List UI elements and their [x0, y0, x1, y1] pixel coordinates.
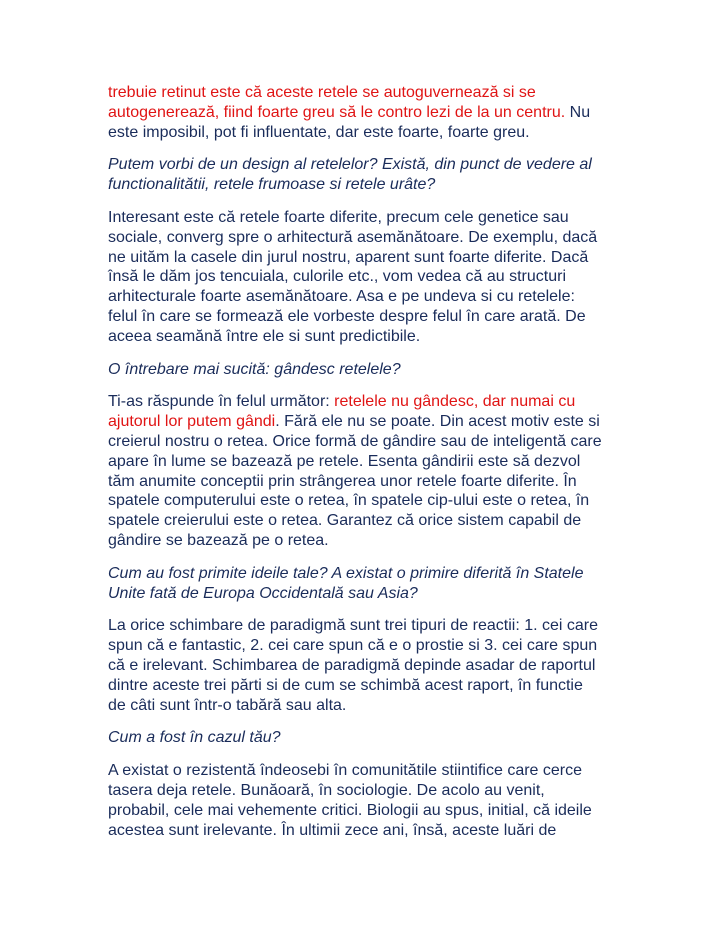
text-line: [108, 248, 623, 268]
text-line: [108, 83, 623, 103]
text-line: [108, 123, 623, 143]
body-text: gândire se bazează pe o retea.: [108, 531, 329, 549]
highlighted-text: trebuie retinut este că aceste retele se autoguvernează si se: [108, 84, 536, 101]
text-line: [108, 452, 623, 472]
body-text: La orice schimbare de paradigmă sunt trei tipuri de reactii: 1. cei care: [108, 617, 599, 635]
body-text: probabil, cele mai vehemente critici. Biologii au spus, initial, că ideile: [108, 801, 592, 819]
text-line: [108, 155, 623, 175]
text-line: [108, 287, 623, 307]
text-line: [108, 472, 623, 492]
body-text: Ti-as răspunde în felul următor:: [108, 393, 335, 411]
highlighted-text: ajutorul lor putem gândi: [108, 413, 276, 431]
text-line: [108, 728, 623, 748]
interview-answer: [108, 616, 623, 715]
text-line: [108, 432, 623, 452]
text-line: [108, 307, 623, 327]
text-line: [108, 821, 623, 841]
body-text: spatele creierului este o retea. Garantez că orice sistem capabil de: [108, 512, 582, 530]
interview-answer: [108, 83, 623, 142]
text-line: [108, 564, 623, 584]
body-text: că e irelevant. Schimbarea de paradigmă depinde asadar de raportul: [108, 656, 596, 674]
body-text: de câti sunt într-o tabără sau alta.: [108, 696, 347, 714]
highlighted-text: retelele nu gândesc, dar numai cu: [334, 393, 576, 411]
interview-answer: [108, 208, 623, 347]
highlighted-text: autogenerează, fiind foarte greu să le contro lezi de la un centru.: [108, 103, 566, 121]
interview-question: [108, 728, 623, 748]
body-text: tăm anumite conceptii prin strângerea unor retele foarte diferite. În: [108, 472, 577, 490]
text-line: [108, 228, 623, 248]
text-line: [108, 208, 623, 228]
body-text: functionalitătii, retele frumoase si retele urâte?: [108, 176, 436, 194]
text-line: [108, 584, 623, 604]
text-line: [108, 103, 623, 123]
text-line: [108, 360, 623, 380]
text-line: [108, 392, 623, 412]
text-line: [108, 761, 623, 781]
body-text: spun că e fantastic, 2. cei care spun că e o prostie si 3. cei care spun: [108, 637, 598, 655]
text-line: [108, 267, 623, 287]
text-line: [108, 616, 623, 636]
body-text: Cum a fost în cazul tău?: [108, 729, 281, 747]
body-text: sociale, converg spre o arhitectură asemănătoare. De exemplu, dacă: [108, 228, 598, 246]
text-line: [108, 656, 623, 676]
body-text: spatele computerului este o retea, în spatele cip-ului este o retea, în: [108, 492, 590, 510]
body-text: Unite fată de Europa Occidentală sau Asia?: [108, 584, 418, 602]
interview-answer: [108, 392, 623, 550]
body-text: Nu: [565, 103, 591, 121]
text-line: [108, 781, 623, 801]
interview-answer: [108, 761, 623, 840]
body-text: Interesant este că retele foarte diferite, precum cele genetice sau: [108, 208, 569, 226]
text-line: [108, 696, 623, 716]
body-text: dintre aceste trei părti si de cum se schimbă acest raport, în functie: [108, 676, 583, 694]
text-line: [108, 676, 623, 696]
text-line: [108, 531, 623, 551]
interview-question: [108, 155, 623, 195]
document-page: [108, 83, 623, 853]
body-text: tasera deja retele. Bunăoară, în sociologie. De acolo au venit,: [108, 781, 545, 799]
body-text: aceea seamănă între ele si sunt predictibile.: [108, 327, 421, 345]
body-text: acestea sunt irelevante. În ultimii zece ani, însă, aceste luări de: [108, 821, 557, 839]
text-line: [108, 511, 623, 531]
body-text: felul în care se formează ele vorbeste despre felul în care arată. De: [108, 307, 586, 325]
interview-question: [108, 564, 623, 604]
body-text: creierul nostru o retea. Orice formă de gândire sau de inteligentă care: [108, 432, 602, 450]
body-text: . Fără ele nu se poate. Din acest motiv este si: [275, 413, 600, 431]
body-text: apare în lume se bazează pe retele. Esenta gândirii este să dezvol: [108, 452, 581, 470]
body-text: Cum au fost primite ideile tale? A existat o primire diferită în Statele: [108, 564, 584, 582]
body-text: A existat o rezistentă îndeosebi în comunitătile stiintifice care cerce: [108, 762, 583, 780]
text-line: [108, 327, 623, 347]
body-text: Putem vorbi de un design al retelelor? Există, din punct de vedere al: [108, 156, 592, 174]
text-line: [108, 801, 623, 821]
text-line: [108, 175, 623, 195]
text-line: [108, 491, 623, 511]
body-text: însă le dăm jos tencuiala, culorile etc., vom vedea că au structuri: [108, 268, 566, 286]
text-line: [108, 412, 623, 432]
body-text: ne uităm la casele din jurul nostru, aparent sunt foarte diferite. Dacă: [108, 248, 589, 266]
body-text: O întrebare mai sucită: gândesc retelele?: [108, 360, 401, 378]
interview-question: [108, 360, 623, 380]
body-text: arhitecturale foarte asemănătoare. Asa e pe undeva si cu retelele:: [108, 288, 575, 306]
text-line: [108, 636, 623, 656]
body-text: este imposibil, pot fi influentate, dar este foarte, foarte greu.: [108, 123, 530, 141]
